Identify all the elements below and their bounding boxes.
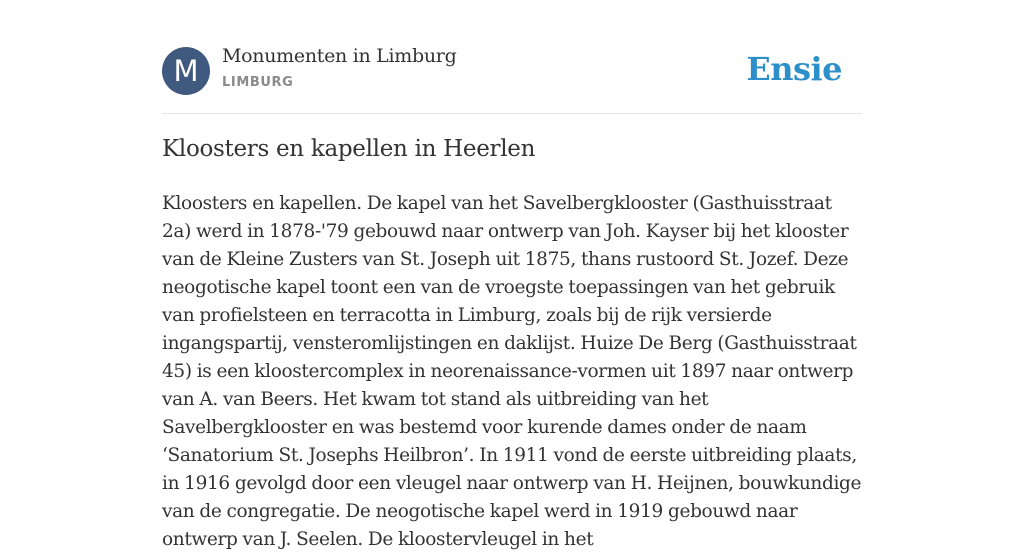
article-body: Kloosters en kapellen. De kapel van het Savelbergklooster (Gasthuisstraat 2a) werd in 1878-'79 gebouwd naar ontwerp van Joh. Kayser bij het klooster van de Kleine Zusters van St. Joseph uit 1875, thans rustoord St. Jozef. Deze neogotische kapel toont een van de vroegste toepassingen van het gebruik van profielsteen en terracotta in Limburg, zoals bij de rijk versierde ingangspartij, vensteromlijstingen en daklijst. Huize De Berg (Gasthuisstraat 45) is een kloostercomplex in neorenaissance-vormen uit 1897 naar ontwerp van A. van Beers. Het kwam tot stand als uitbreiding van het Savelbergklooster en was bestemd voor kurende dames onder de naam ‘Sanatorium St. Josephs Heilbron’. In 1911 vond de eerste uitbreiding plaats, in 1916 gevolgd door een vleugel naar ontwerp van H. Heijnen, bouwkundige van de congregatie. De neogotische kapel werd in 1919 gebouwd naar ontwerp van J. Seelen. De kloostervleugel in het xyxy=(162,193,862,550)
blog-title[interactable]: Monumenten in Limburg xyxy=(222,45,457,67)
blog-header xyxy=(162,0,862,114)
article-card xyxy=(162,0,862,550)
article-title: Kloosters en kapellen in Heerlen xyxy=(162,136,536,162)
avatar[interactable]: M xyxy=(162,47,210,95)
blog-subtitle[interactable]: LIMBURG xyxy=(222,75,294,90)
brand-logo[interactable]: Ensie xyxy=(746,50,842,88)
